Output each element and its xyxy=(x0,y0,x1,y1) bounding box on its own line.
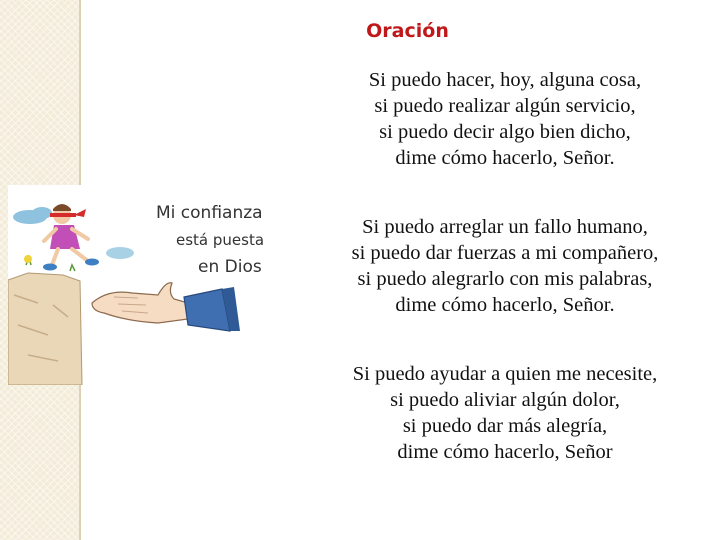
poem-line: Si puedo arreglar un fallo humano, xyxy=(362,216,648,238)
trust-in-god-illustration xyxy=(8,185,283,385)
poem-line: si puedo realizar algún servicio, xyxy=(374,95,636,117)
shoe-icon xyxy=(43,264,57,271)
shoe-icon xyxy=(85,259,99,266)
poem-line: Si puedo hacer, hoy, alguna cosa, xyxy=(368,69,642,91)
poem-line: si puedo dar más alegría, xyxy=(402,415,608,437)
poem-line: Si puedo ayudar a quien me necesite, xyxy=(352,363,658,385)
poem-stanza-3 xyxy=(305,361,705,465)
illustration-caption-line-1: Mi confianza xyxy=(156,203,263,223)
page-title: Oración xyxy=(366,20,449,42)
poem-line: si puedo aliviar algún dolor, xyxy=(390,389,620,411)
poem-stanza-2 xyxy=(305,214,705,318)
flower-icon xyxy=(24,255,32,263)
poem-stanza-1 xyxy=(305,67,705,171)
poem-line: dime cómo hacerlo, Señor xyxy=(397,441,613,463)
poem-line: si puedo alegrarlo con mis palabras, xyxy=(357,268,653,290)
open-hand xyxy=(92,283,188,323)
cloud-icon xyxy=(106,247,134,259)
poem-line: dime cómo hacerlo, Señor. xyxy=(395,147,615,169)
poem-line: dime cómo hacerlo, Señor. xyxy=(395,294,615,316)
cliff-shape xyxy=(8,273,82,385)
blue-sleeve xyxy=(184,289,230,331)
poem-line: si puedo decir algo bien dicho, xyxy=(379,121,631,143)
poem-line: si puedo dar fuerzas a mi compañero, xyxy=(351,242,659,264)
illustration-caption-line-2: está puesta xyxy=(176,231,265,249)
illustration-caption-line-3: en Dios xyxy=(198,257,262,277)
